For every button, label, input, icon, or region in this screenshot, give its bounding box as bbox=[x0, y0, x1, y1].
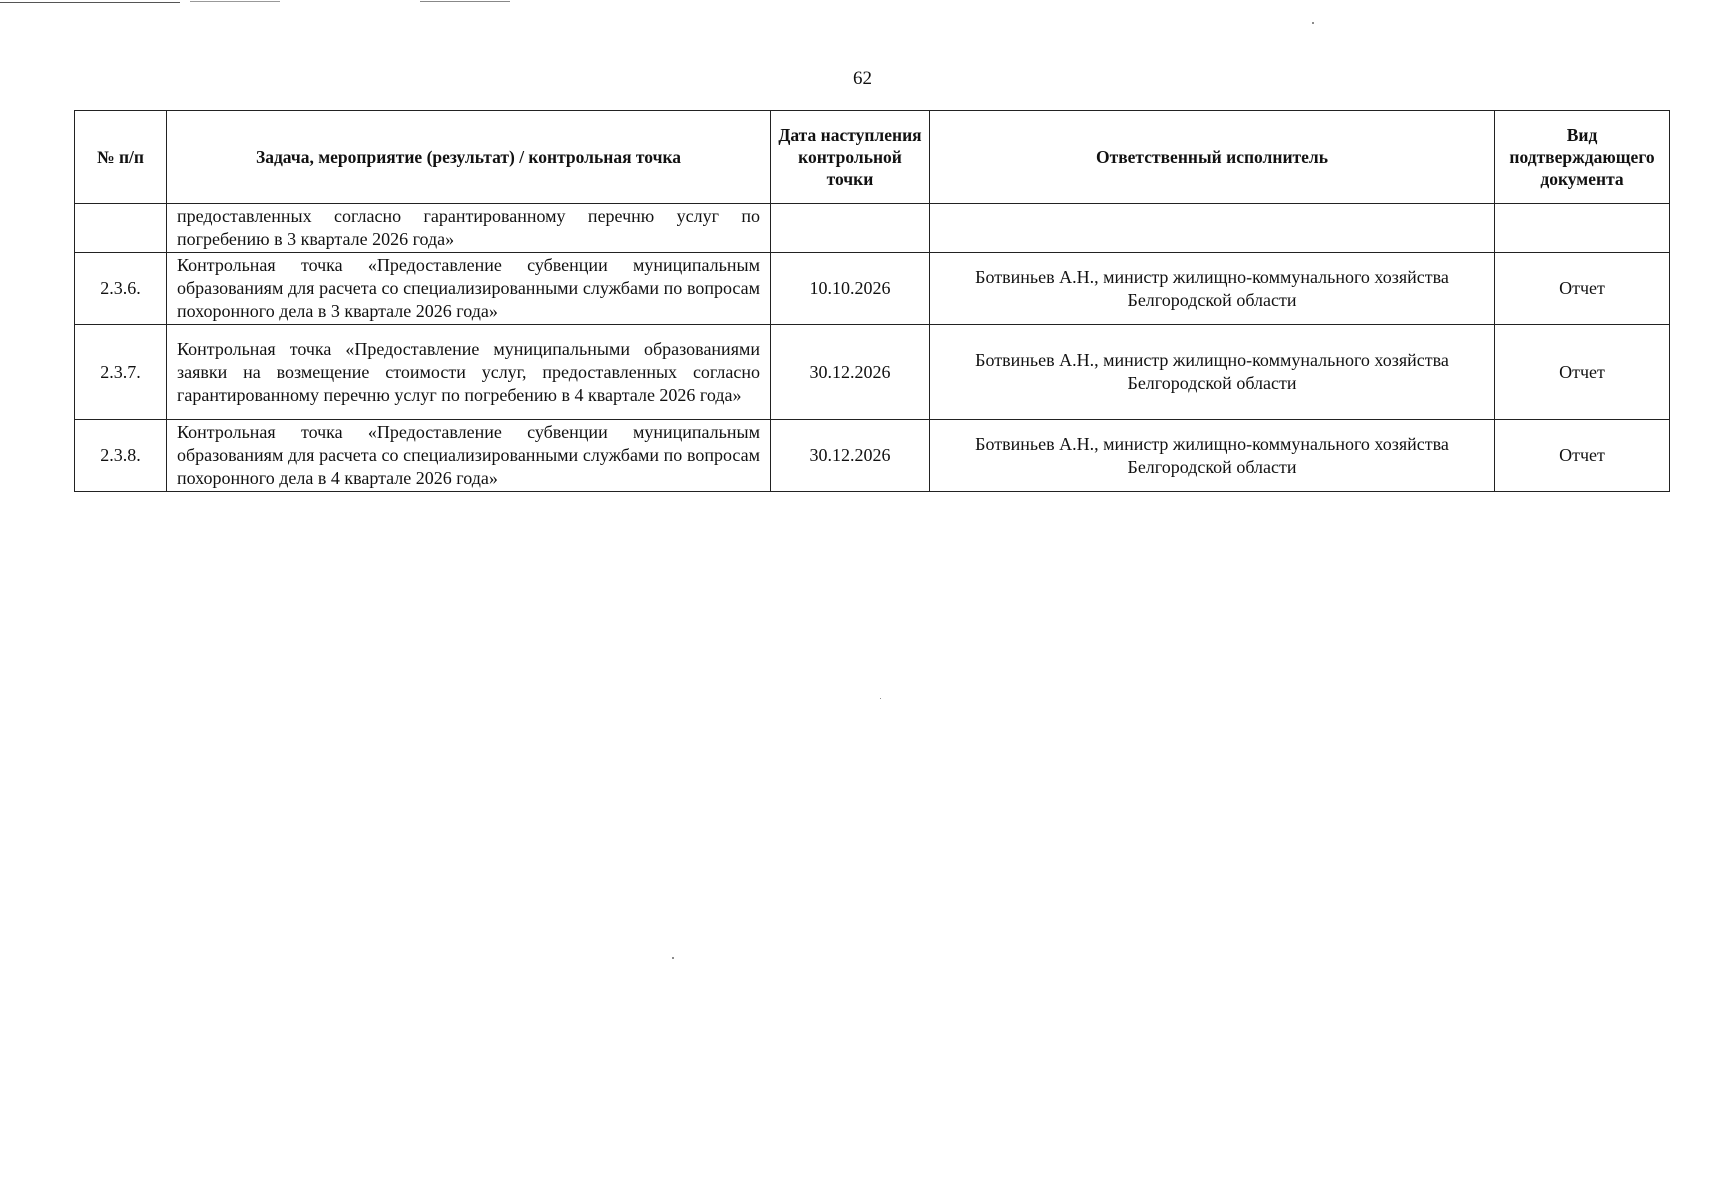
row-number bbox=[75, 204, 167, 253]
row-responsible: Ботвиньев А.Н., министр жилищно-коммунального хозяйства Белгородской области bbox=[930, 325, 1495, 420]
header-task: Задача, мероприятие (результат) / контрольная точка bbox=[167, 111, 771, 204]
row-date bbox=[771, 204, 930, 253]
row-responsible: Ботвиньев А.Н., министр жилищно-коммунального хозяйства Белгородской области bbox=[930, 420, 1495, 492]
table-row bbox=[75, 253, 1670, 325]
row-document-type: Отчет bbox=[1495, 325, 1670, 420]
row-responsible bbox=[930, 204, 1495, 253]
control-points-table bbox=[74, 110, 1670, 492]
row-number: 2.3.6. bbox=[75, 253, 167, 325]
header-responsible: Ответственный исполнитель bbox=[930, 111, 1495, 204]
table-row bbox=[75, 325, 1670, 420]
row-date: 30.12.2026 bbox=[771, 325, 930, 420]
page-number: 62 bbox=[853, 68, 872, 89]
row-number: 2.3.7. bbox=[75, 325, 167, 420]
table-row bbox=[75, 420, 1670, 492]
scan-speck bbox=[672, 957, 674, 959]
row-task: Контрольная точка «Предоставление субвенции муниципальным образованиям для расчета со специализированными службами по вопросам похоронного дела в 3 квартале 2026 года» bbox=[167, 253, 771, 325]
row-task: Контрольная точка «Предоставление муниципальными образованиями заявки на возмещение стоимости услуг, предоставленных согласно гарантированному перечню услуг по погребению в 4 квартале 2026 года» bbox=[167, 325, 771, 420]
header-document-type: Вид подтверждающего документа bbox=[1495, 111, 1670, 204]
scan-artifact-line bbox=[0, 2, 180, 3]
row-document-type: Отчет bbox=[1495, 253, 1670, 325]
row-responsible: Ботвиньев А.Н., министр жилищно-коммунального хозяйства Белгородской области bbox=[930, 253, 1495, 325]
table-header-row bbox=[75, 111, 1670, 204]
row-document-type: Отчет bbox=[1495, 420, 1670, 492]
row-task: предоставленных согласно гарантированному перечню услуг по погребению в 3 квартале 2026 года» bbox=[167, 204, 771, 253]
header-number: № п/п bbox=[75, 111, 167, 204]
scan-artifact-line bbox=[420, 1, 510, 2]
row-task: Контрольная точка «Предоставление субвенции муниципальным образованиям для расчета со специализированными службами по вопросам похоронного дела в 4 квартале 2026 года» bbox=[167, 420, 771, 492]
row-date: 30.12.2026 bbox=[771, 420, 930, 492]
row-number: 2.3.8. bbox=[75, 420, 167, 492]
scan-speck bbox=[1312, 22, 1314, 24]
row-document-type bbox=[1495, 204, 1670, 253]
table-row bbox=[75, 204, 1670, 253]
row-date: 10.10.2026 bbox=[771, 253, 930, 325]
scan-speck bbox=[880, 698, 881, 699]
header-date: Дата наступления контрольной точки bbox=[771, 111, 930, 204]
scan-artifact-line bbox=[190, 1, 280, 2]
